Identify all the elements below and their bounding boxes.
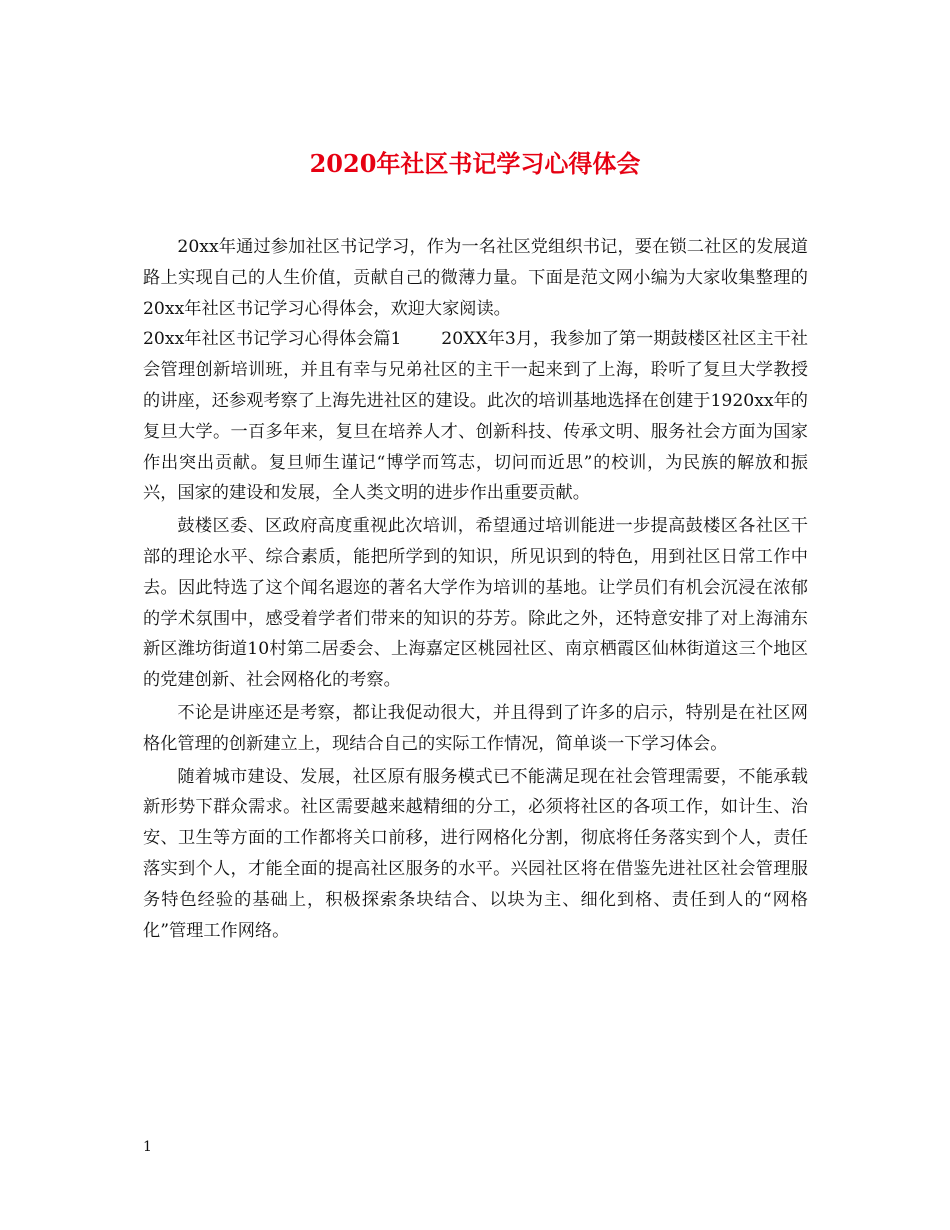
paragraph-inspiration: 不论是讲座还是考察，都让我促动很大，并且得到了许多的启示，特别是在社区网格化管理的创新建立上，现结合自己的实际工作情况，简单谈一下学习体会。 — [143, 702, 808, 754]
paragraph-section-1: 20xx年社区书记学习心得体会篇1 20XX年3月，我参加了第一期鼓楼区社区主干社会管理创新培训班，并且有幸与兄弟社区的主干一起来到了上海，聆听了复旦大学教授的讲座，还参观考察了上海先进社区的建设。此次的培训基地选择在创建于1920xx年的复旦大学。一百多年来，复旦在培养人才、创新科技、传承文明、服务社会方面为国家作出突出贡献。复旦师生谨记“博学而笃志，切问而近思”的校训，为民族的解放和振兴，国家的建设和发展，全人类文明的进步作出重要贡献。 — [143, 329, 808, 504]
document-title: 2020年社区书记学习心得体会 — [309, 149, 641, 179]
paragraph-intro: 20xx年通过参加社区书记学习，作为一名社区党组织书记，要在锁二社区的发展道路上实现自己的人生价值，贡献自己的微薄力量。下面是范文网小编为大家收集整理的20xx年社区书记学习心得体会，欢迎大家阅读。 — [143, 237, 808, 319]
page-number: 1 — [143, 1139, 152, 1155]
paragraph-training-purpose: 鼓楼区委、区政府高度重视此次培训，希望通过培训能进一步提高鼓楼区各社区干部的理论水平、综合素质，能把所学到的知识，所见识到的特色，用到社区日常工作中去。因此特选了这个闻名遐迩的著名大学作为培训的基地。让学员们有机会沉浸在浓郁的学术氛围中，感受着学者们带来的知识的芬芳。除此之外，还特意安排了对上海浦东新区潍坊街道10村第二居委会、上海嘉定区桃园社区、南京栖霞区仙林街道这三个地区的党建创新、社会网格化的考察。 — [143, 516, 808, 691]
document-body — [143, 232, 808, 946]
paragraph-grid-management: 随着城市建设、发展，社区原有服务模式已不能满足现在社会管理需要，不能承载新形势下群众需求。社区需要越来越精细的分工，必须将社区的各项工作，如计生、治安、卫生等方面的工作都将关口前移，进行网格化分割，彻底将任务落实到个人，责任落实到个人，才能全面的提高社区服务的水平。兴园社区将在借鉴先进社区社会管理服务特色经验的基础上，积极探索条块结合、以块为主、细化到格、责任到人的“网格化”管理工作网络。 — [143, 766, 808, 941]
